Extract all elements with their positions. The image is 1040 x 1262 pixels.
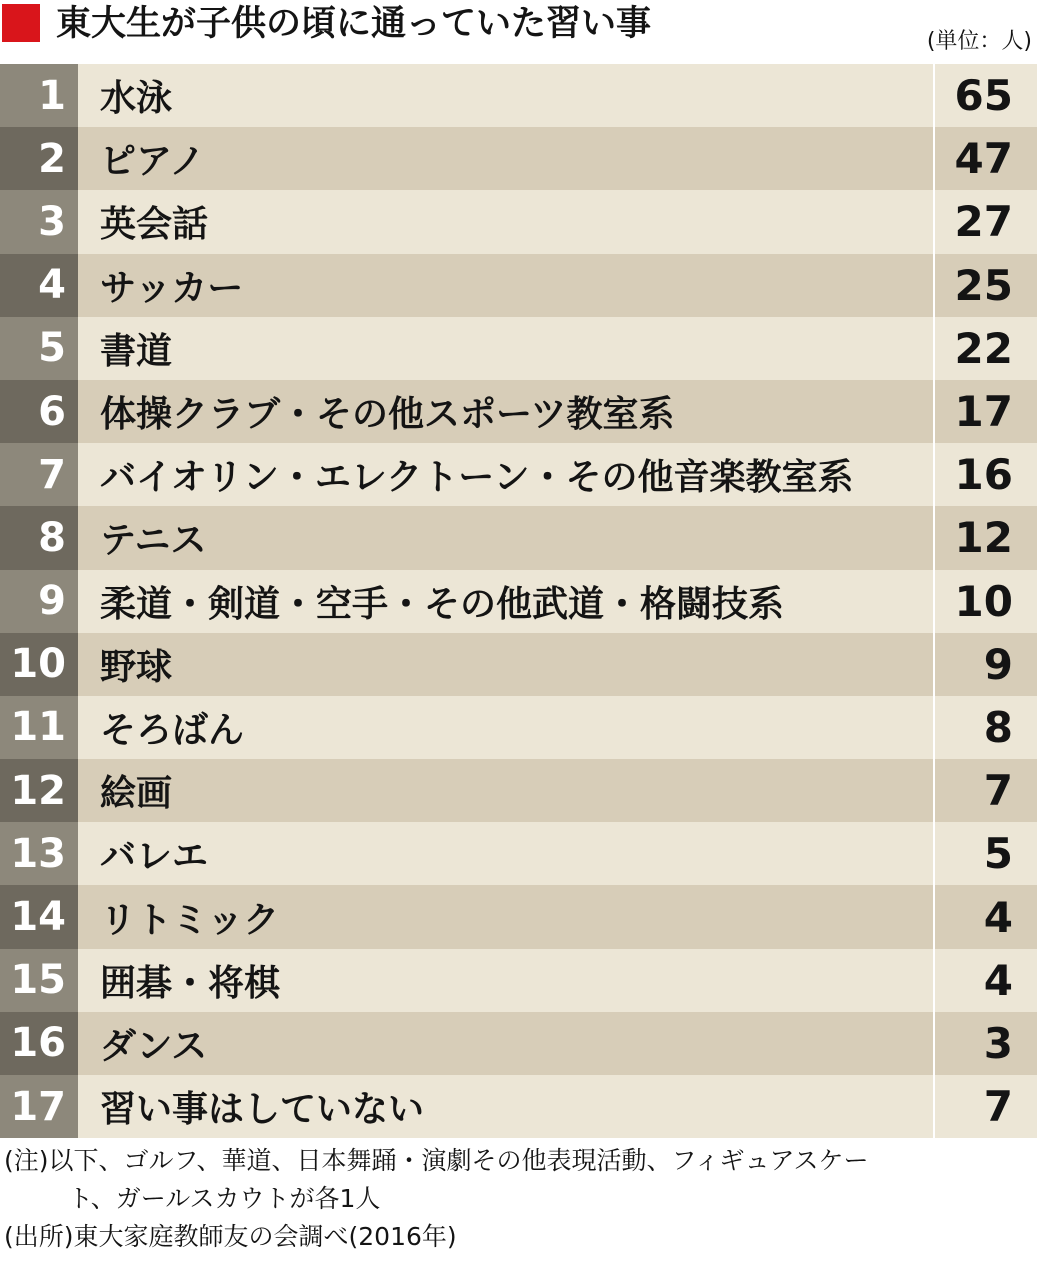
value-cell: 8 xyxy=(935,696,1037,759)
source-note: (出所)東大家庭教師友の会調べ(2016年) xyxy=(4,1222,457,1251)
category-label: そろばん xyxy=(78,696,933,759)
rank-cell: 9 xyxy=(0,570,78,633)
table-row xyxy=(0,885,1037,948)
table-row xyxy=(0,949,1037,1012)
value-cell: 10 xyxy=(935,570,1037,633)
value-cell: 22 xyxy=(935,317,1037,380)
table-row xyxy=(0,1012,1037,1075)
category-label: 体操クラブ・その他スポーツ教室系 xyxy=(78,380,933,443)
table-row xyxy=(0,64,1037,127)
ranking-table xyxy=(0,64,1037,1138)
table-row xyxy=(0,570,1037,633)
value-cell: 47 xyxy=(935,127,1037,190)
table-row xyxy=(0,443,1037,506)
category-label: 囲碁・将棋 xyxy=(78,949,933,1012)
value-cell: 65 xyxy=(935,64,1037,127)
notes xyxy=(4,1142,1038,1256)
rank-cell: 16 xyxy=(0,1012,78,1075)
category-label: 水泳 xyxy=(78,64,933,127)
title-marker xyxy=(2,4,40,42)
category-label: 習い事はしていない xyxy=(78,1075,933,1138)
value-cell: 25 xyxy=(935,254,1037,317)
rank-cell: 17 xyxy=(0,1075,78,1138)
rank-cell: 5 xyxy=(0,317,78,380)
value-cell: 27 xyxy=(935,190,1037,253)
category-label: バイオリン・エレクトーン・その他音楽教室系 xyxy=(78,443,933,506)
category-label: 書道 xyxy=(78,317,933,380)
rank-cell: 4 xyxy=(0,254,78,317)
category-label: 絵画 xyxy=(78,759,933,822)
chart-header xyxy=(0,0,1040,64)
category-label: テニス xyxy=(78,506,933,569)
rank-cell: 13 xyxy=(0,822,78,885)
value-cell: 7 xyxy=(935,759,1037,822)
table-row xyxy=(0,506,1037,569)
value-cell: 17 xyxy=(935,380,1037,443)
rank-cell: 1 xyxy=(0,64,78,127)
category-label: 英会話 xyxy=(78,190,933,253)
table-row xyxy=(0,127,1037,190)
rank-cell: 8 xyxy=(0,506,78,569)
category-label: ピアノ xyxy=(78,127,933,190)
rank-cell: 15 xyxy=(0,949,78,1012)
value-cell: 3 xyxy=(935,1012,1037,1075)
note-line-1: (注)以下、ゴルフ、華道、日本舞踊・演劇その他表現活動、フィギュアスケー xyxy=(4,1146,869,1175)
chart-title: 東大生が子供の頃に通っていた習い事 xyxy=(56,4,652,44)
unit-label: (単位：人) xyxy=(926,29,1032,54)
table-row xyxy=(0,380,1037,443)
category-label: 柔道・剣道・空手・その他武道・格闘技系 xyxy=(78,570,933,633)
table-row xyxy=(0,1075,1037,1138)
value-cell: 12 xyxy=(935,506,1037,569)
value-cell: 7 xyxy=(935,1075,1037,1138)
table-row xyxy=(0,317,1037,380)
table-row xyxy=(0,190,1037,253)
category-label: サッカー xyxy=(78,254,933,317)
table-row xyxy=(0,759,1037,822)
rank-cell: 3 xyxy=(0,190,78,253)
note-line-2: ト、ガールスカウトが各1人 xyxy=(68,1184,381,1213)
table-row xyxy=(0,254,1037,317)
category-label: ダンス xyxy=(78,1012,933,1075)
rank-cell: 10 xyxy=(0,633,78,696)
table-row xyxy=(0,696,1037,759)
rank-cell: 12 xyxy=(0,759,78,822)
value-cell: 4 xyxy=(935,949,1037,1012)
rank-cell: 14 xyxy=(0,885,78,948)
table-row xyxy=(0,633,1037,696)
rank-cell: 6 xyxy=(0,380,78,443)
value-cell: 16 xyxy=(935,443,1037,506)
value-cell: 9 xyxy=(935,633,1037,696)
value-cell: 5 xyxy=(935,822,1037,885)
category-label: バレエ xyxy=(78,822,933,885)
rank-cell: 2 xyxy=(0,127,78,190)
rank-cell: 11 xyxy=(0,696,78,759)
category-label: 野球 xyxy=(78,633,933,696)
rank-cell: 7 xyxy=(0,443,78,506)
table-row xyxy=(0,822,1037,885)
value-cell: 4 xyxy=(935,885,1037,948)
category-label: リトミック xyxy=(78,885,933,948)
